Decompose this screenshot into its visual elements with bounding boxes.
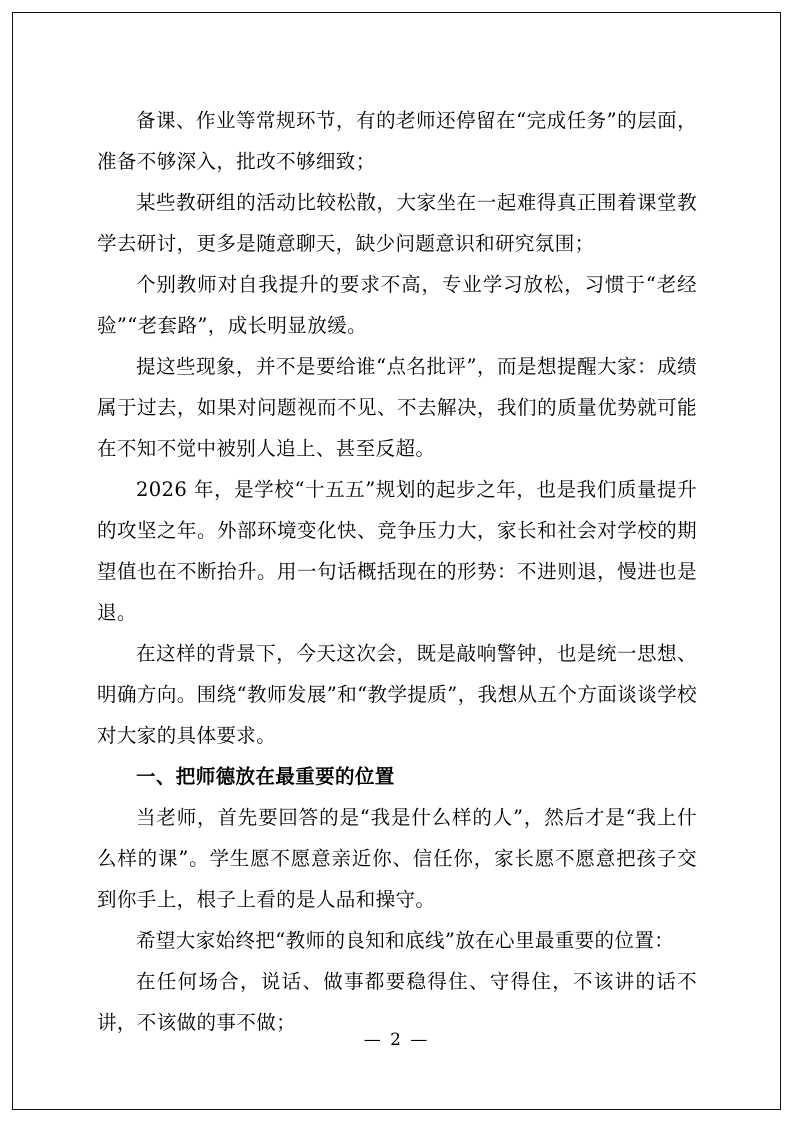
document-body	[97, 100, 697, 1043]
paragraph: 提这些现象，并不是要给谁“点名批评”，而是想提醒大家：成绩属于过去，如果对问题视而不见、不去解决，我们的质量优势就可能在不知不觉中被别人追上、甚至反超。	[97, 355, 697, 460]
paragraph: 某些教研组的活动比较松散，大家坐在一起难得真正围着课堂教学去研讨，更多是随意聊天，缺少问题意识和研究氛围；	[97, 191, 697, 255]
paragraph: 在任何场合，说话、做事都要稳得住、守得住，不该讲的话不讲，不该做的事不做；	[97, 970, 697, 1034]
paragraph: 2026 年，是学校“十五五”规划的起步之年，也是我们质量提升的攻坚之年。外部环境变化快、竞争压力大，家长和社会对学校的期望值也在不断抬升。用一句话概括现在的形势：不进则退，慢进也是退。	[97, 478, 697, 624]
section-heading: 一、把师德放在最重要的位置	[136, 765, 395, 788]
paragraph: 当老师，首先要回答的是“我是什么样的人”，然后才是“我上什么样的课”。学生愿不愿意亲近你、信任你，家长愿不愿意把孩子交到你手上，根子上看的是人品和操守。	[97, 806, 697, 911]
paragraph: 个别教师对自我提升的要求不高，专业学习放松，习惯于“老经验”“老套路”，成长明显放缓。	[97, 273, 697, 337]
paragraph: 在这样的背景下，今天这次会，既是敲响警钟，也是统一思想、明确方向。围绕“教师发展”和“教学提质”，我想从五个方面谈谈学校对大家的具体要求。	[97, 642, 697, 747]
page-number: — 2 —	[363, 1030, 430, 1050]
paragraph: 备课、作业等常规环节，有的老师还停留在“完成任务”的层面，准备不够深入，批改不够细致；	[97, 109, 697, 173]
paragraph: 希望大家始终把“教师的良知和底线”放在心里最重要的位置：	[136, 929, 675, 952]
